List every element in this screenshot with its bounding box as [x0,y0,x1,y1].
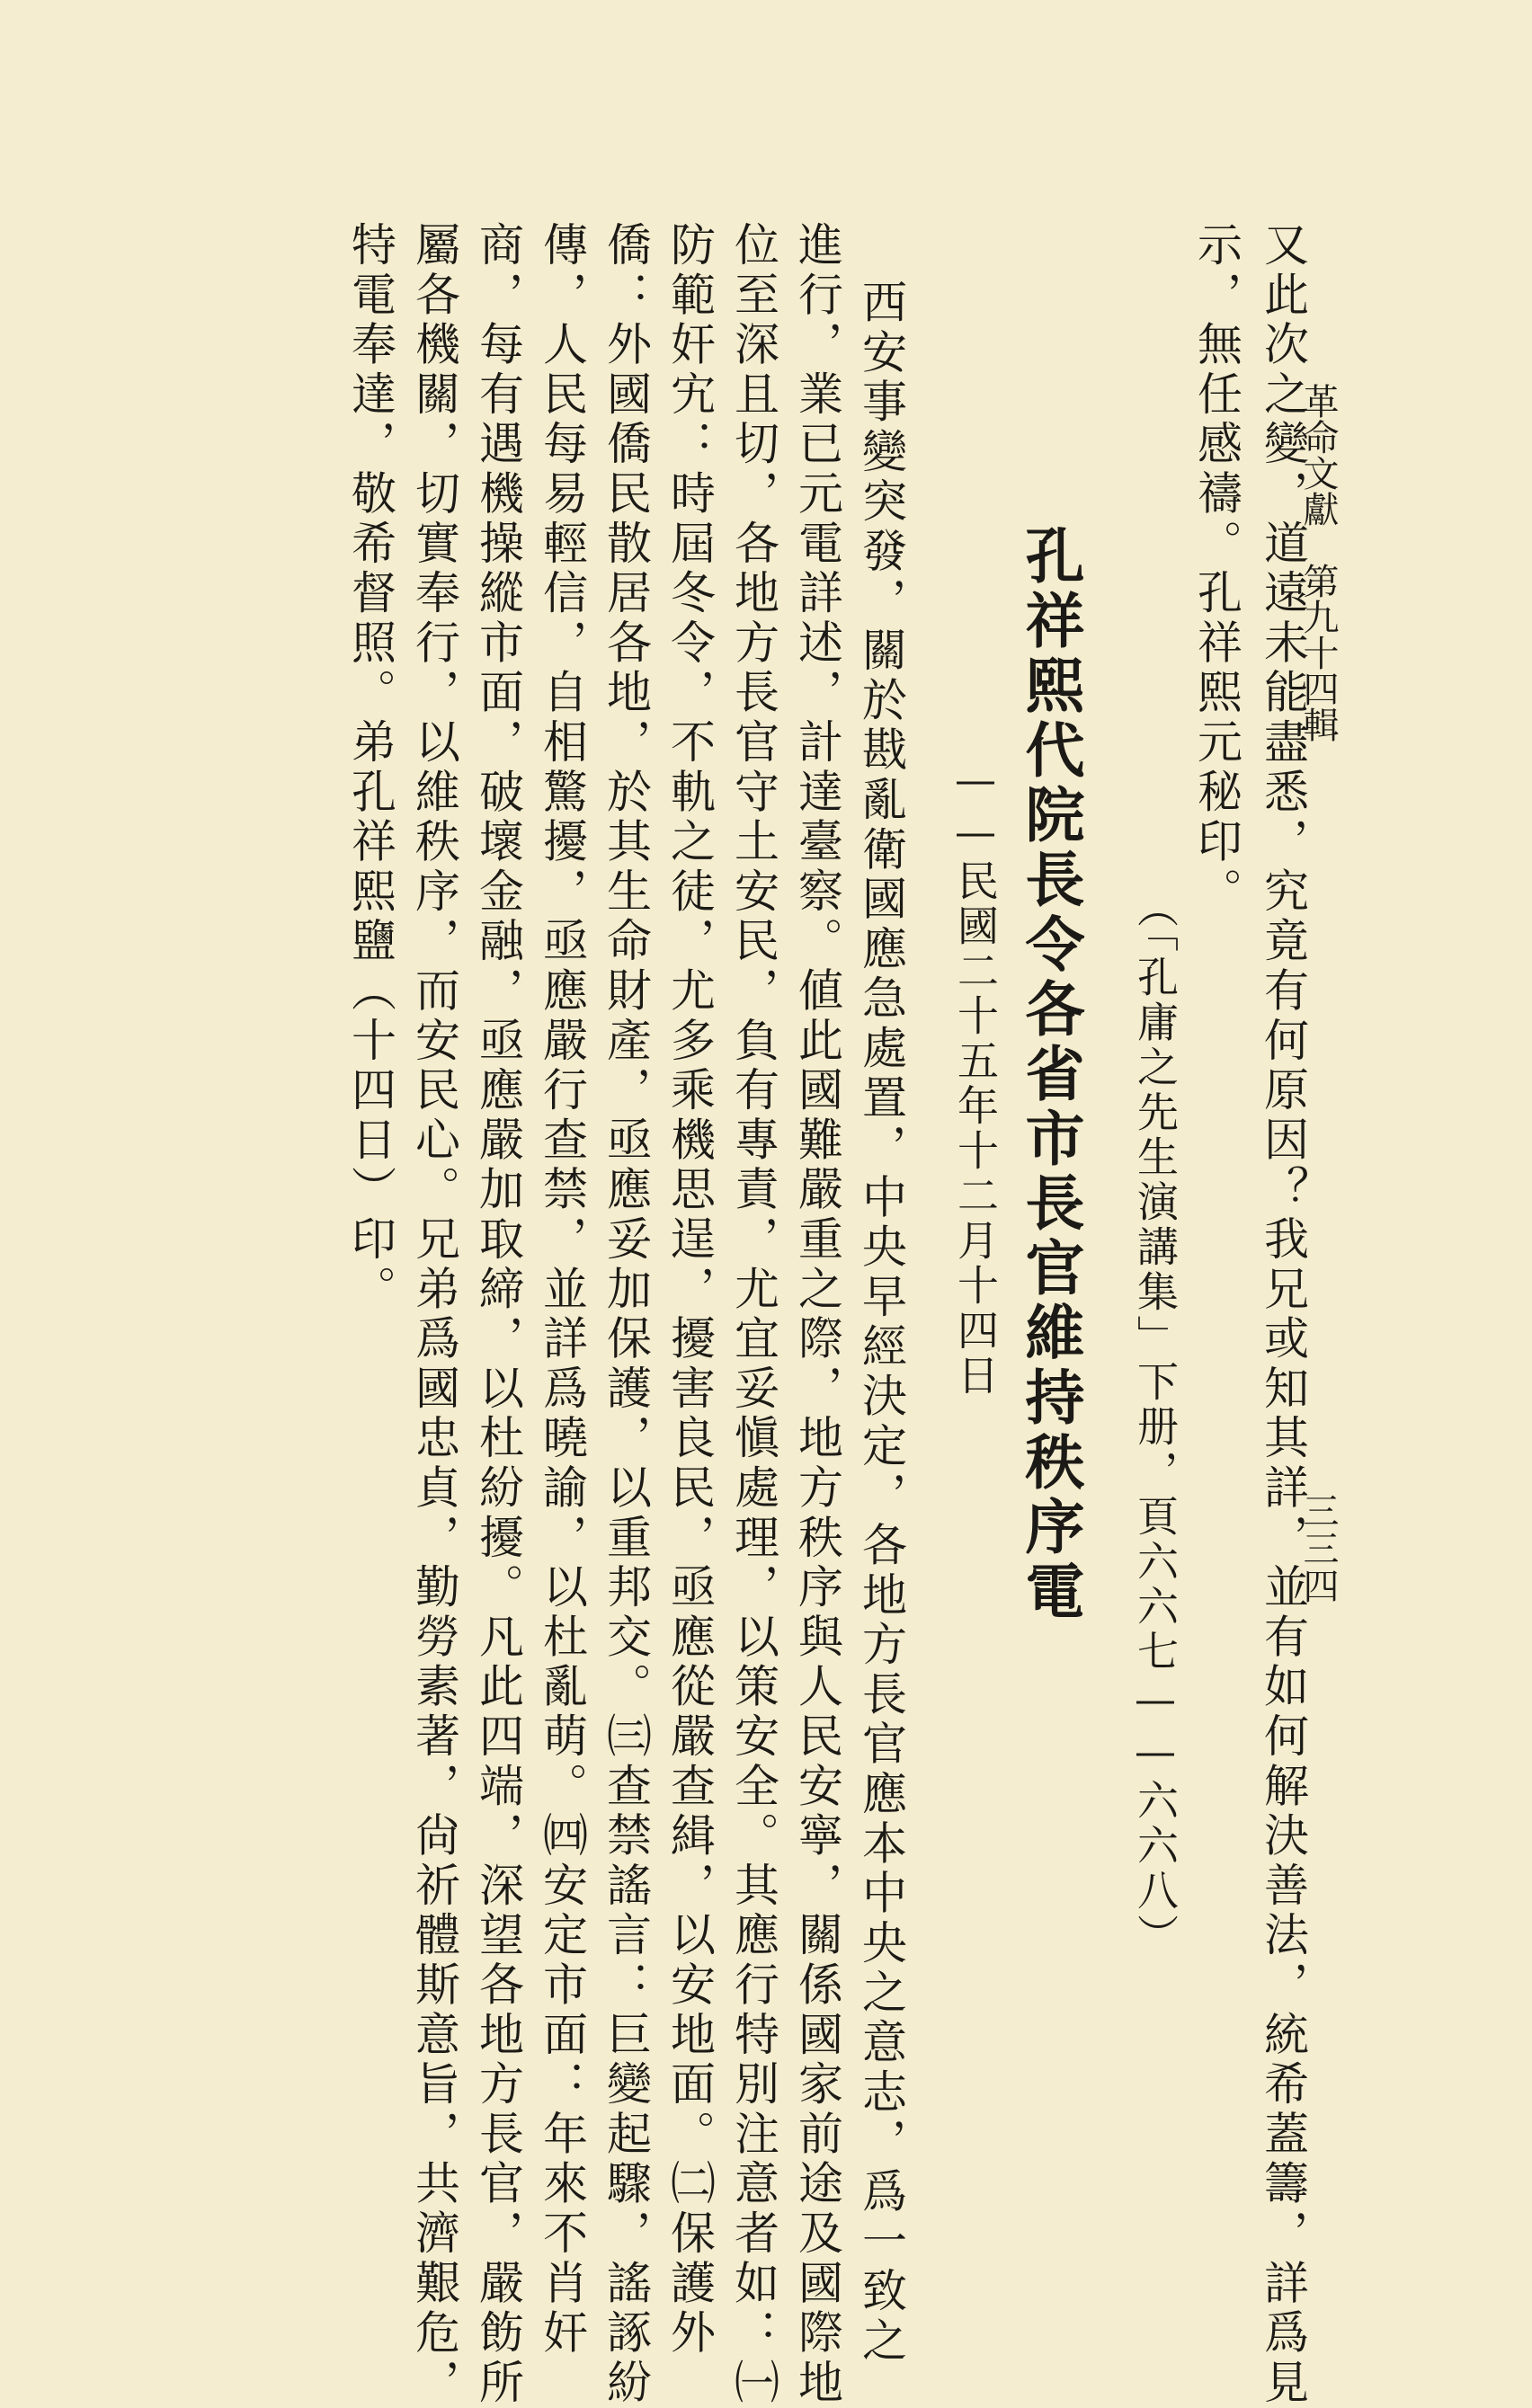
body-line-4: 防範奸宄：時屆冬令，不軌之徒，尤多乘機思逞，擾害良民，亟應從嚴查緝，以安地面。㈡保護外 [664,221,716,2359]
document-date: ——民國二十五年十二月十四日 [951,755,1000,1399]
prev-doc-line-2: 示，無任感禱。孔祥熙元秘印。 [1190,221,1243,918]
prev-doc-line-1: 又此次之變，道遠未能盡悉，究竟有何原因？我兄或知其詳，並有如何解決善法，統希蓋籌，詳爲見 [1257,221,1309,2408]
body-line-3: 位至深且切，各地方長官守土安民，負有專責，尤宜妥愼處理，以策安全。其應行特別注意者如：㈠ [727,221,779,2408]
body-line-8: 屬各機關，切實奉行，以維秩序，而安民心。兄弟爲國忠貞，勤勞素著，尙祈體斯意旨，共濟艱危， [408,221,460,2408]
document-title: 孔祥熙代院長令各省市長官維持秩序電 [1015,525,1085,1625]
body-line-1: 西安事變突發，關於戡亂衛國應急處置，中央早經決定，各地方長官應本中央之意志，爲一致之 [855,279,907,2367]
body-line-9: 特電奉達，敬希督照。弟孔祥熙鹽（十四日）印。 [344,221,396,1315]
running-header: 革命文獻 第九十四輯 [1297,383,1339,742]
page-number: 三三四 [1297,1492,1339,1605]
body-line-2: 進行，業已元電詳述，計達臺察。値此國難嚴重之際，地方秩序與人民安寧，關係國家前途及國際地 [791,221,843,2408]
prev-doc-source-citation: （「孔庸之先生演講集」下册，頁六六七——六六八） [1131,886,1180,1959]
body-line-7: 商，每有遇機操縱市面，破壞金融，亟應嚴加取締，以杜紛擾。凡此四端，深望各地方長官，嚴飭所 [472,221,524,2408]
body-line-6: 傳，人民每易輕信，自相驚擾，亟應嚴行查禁，並詳爲曉諭，以杜亂萌。㈣安定市面：年來不肖奸 [536,221,588,2359]
body-line-5: 僑：外國僑民散居各地，於其生命財產，亟應妥加保護，以重邦交。㈢查禁謠言：巨變起驟，謠諑紛 [600,221,652,2408]
